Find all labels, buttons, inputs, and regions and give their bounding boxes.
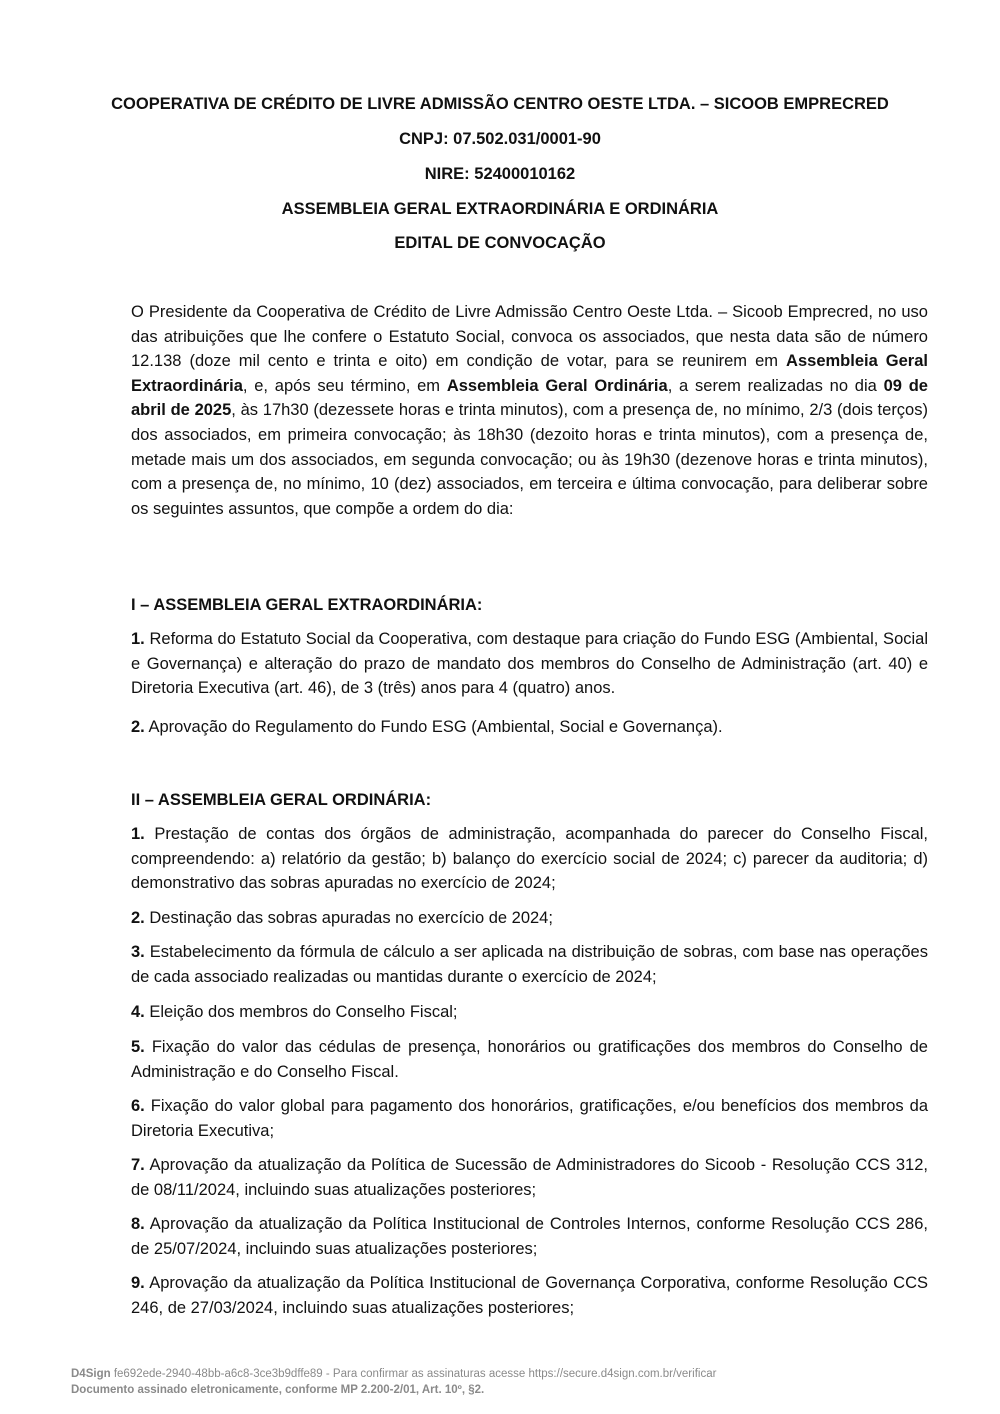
item-number: 3.	[131, 943, 145, 961]
section-extraordinary-title: I – ASSEMBLEIA GERAL EXTRAORDINÁRIA:	[131, 596, 483, 614]
item-number: 6.	[131, 1097, 145, 1115]
intro-text-3: , a serem realizadas no dia	[667, 376, 884, 395]
signature-verification-note	[71, 1368, 941, 1380]
assembly-heading: ASSEMBLEIA GERAL EXTRAORDINÁRIA E ORDINÁRIA	[281, 200, 719, 218]
list-item	[131, 715, 928, 740]
intro-bold-ordinary: Assembleia Geral Ordinária	[446, 376, 668, 395]
electronic-signature-note: Documento assinado eletronicamente, conforme MP 2.200-2/01, Art. 10º, §2.	[71, 1384, 485, 1396]
intro-text-2: , e, após seu término, em	[242, 376, 447, 395]
item-number: 1.	[131, 630, 145, 648]
cnpj-heading: CNPJ: 07.502.031/0001-90	[399, 130, 601, 148]
list-item	[131, 1212, 928, 1261]
list-item	[131, 822, 928, 896]
list-item	[131, 1000, 928, 1025]
item-text: Eleição dos membros do Conselho Fiscal;	[144, 1003, 458, 1021]
item-number: 5.	[131, 1038, 145, 1056]
nire-heading: NIRE: 52400010162	[424, 165, 576, 183]
verification-text: fe692ede-2940-48bb-a6c8-3ce3b9dffe89 - Para confirmar as assinaturas acesse https://secure.d4sign.com.br/verificar	[110, 1368, 717, 1380]
item-number: 7.	[131, 1156, 145, 1174]
section-ordinary-title: II – ASSEMBLEIA GERAL ORDINÁRIA:	[131, 791, 432, 809]
intro-paragraph	[131, 300, 928, 521]
item-text: Aprovação da atualização da Política de Sucessão de Administradores do Sicoob - Resolução CCS 312, de 08/11/2024, incluindo suas atualizações posteriores;	[131, 1156, 928, 1199]
list-item	[131, 906, 928, 931]
item-text: Aprovação da atualização da Política Institucional de Controles Internos, conforme Resolução CCS 286, de 25/07/2024, incluindo suas atualizações posteriores;	[131, 1215, 928, 1258]
list-item	[131, 1153, 928, 1202]
list-item	[131, 1094, 928, 1143]
intro-text-4: , às 17h30 (dezessete horas e trinta minutos), com a presença de, no mínimo, 2/3 (dois terços) dos associados, em primeira convocação; às 18h30 (dezoito horas e trinta minutos), com a presença de, metade mais um dos associados, em segunda convocação; ou às 19h30 (dezenove horas e trinta minutos), com a presença de, no mínimo, 10 (dez) associados, em terceira e última convocação, para deliberar sobre os seguintes assuntos, que compõe a ordem do dia:	[131, 401, 928, 518]
list-item	[131, 1035, 928, 1084]
intro-text-1: O Presidente da Cooperativa de Crédito de Livre Admissão Centro Oeste Ltda. – Sicoob Emprecred, no uso das atribuições que lhe confere o Estatuto Social, convoca os associados, que nesta data são de número 12.138 (doze mil cento e trinta e oito) em condição de votar, para se reunirem em	[131, 303, 928, 371]
item-text: Fixação do valor global para pagamento dos honorários, gratificações, e/ou benefícios dos membros da Diretoria Executiva;	[131, 1097, 928, 1140]
notice-title: EDITAL DE CONVOCAÇÃO	[394, 234, 606, 252]
list-item	[131, 627, 928, 701]
item-number: 2.	[131, 718, 145, 736]
list-item	[131, 940, 928, 989]
item-text: Fixação do valor das cédulas de presença, honorários ou gratificações dos membros do Conselho de Administração e do Conselho Fiscal.	[131, 1038, 928, 1081]
cooperative-name-heading: COOPERATIVA DE CRÉDITO DE LIVRE ADMISSÃO CENTRO OESTE LTDA. – SICOOB EMPRECRED	[111, 95, 889, 113]
intro-bold-date: 09 de abril de 2025	[131, 376, 928, 420]
d4sign-brand: D4Sign	[71, 1368, 111, 1380]
item-number: 9.	[131, 1274, 145, 1292]
item-text: Reforma do Estatuto Social da Cooperativa, com destaque para criação do Fundo ESG (Ambiental, Social e Governança) e alteração do prazo de mandato dos membros do Conselho de Administração (art. 40) e Diretoria Executiva (art. 46), de 3 (três) anos para 4 (quatro) anos.	[131, 630, 928, 698]
item-number: 2.	[131, 909, 145, 927]
item-text: Destinação das sobras apuradas no exercício de 2024;	[144, 909, 553, 927]
intro-bold-extraordinary: Assembleia Geral Extraordinária	[131, 352, 928, 395]
list-item	[131, 1271, 928, 1320]
item-text: Aprovação da atualização da Política Institucional de Governança Corporativa, conforme Resolução CCS 246, de 27/03/2024, incluindo suas atualizações posteriores;	[131, 1274, 928, 1317]
item-number: 8.	[131, 1215, 145, 1233]
item-text: Aprovação do Regulamento do Fundo ESG (Ambiental, Social e Governança).	[144, 718, 723, 736]
item-number: 4.	[131, 1003, 145, 1021]
item-number: 1.	[131, 825, 145, 843]
item-text: Prestação de contas dos órgãos de administração, acompanhada do parecer do Conselho Fiscal, compreendendo: a) relatório da gestão; b) balanço do exercício social de 2024; c) parecer da auditoria; d) demonstrativo das sobras apuradas no exercício de 2024;	[131, 825, 928, 893]
item-text: Estabelecimento da fórmula de cálculo a ser aplicada na distribuição de sobras, com base nas operações de cada associado realizadas ou mantidas durante o exercício de 2024;	[131, 943, 928, 986]
